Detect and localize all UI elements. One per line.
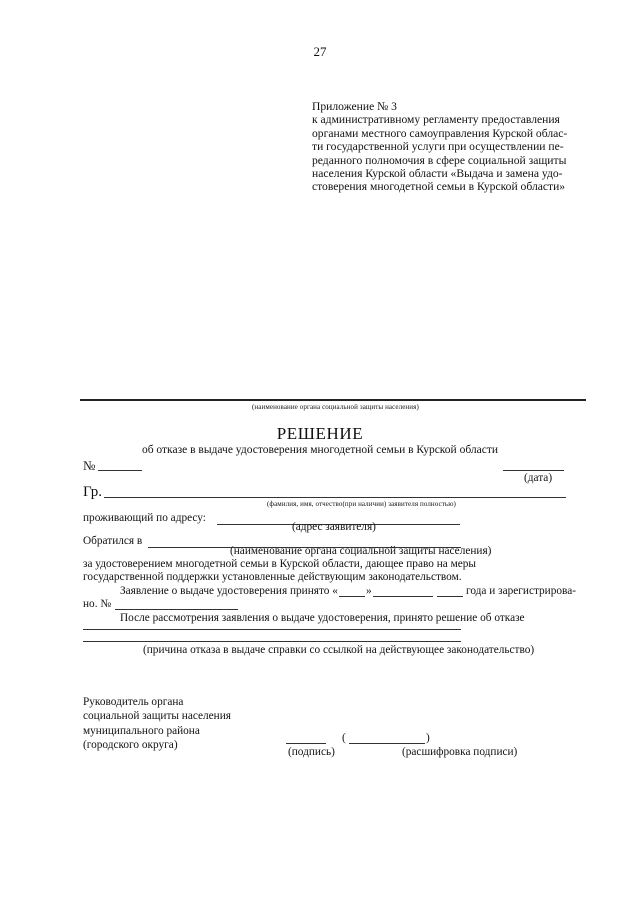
- number-label: №: [83, 458, 96, 473]
- registration-number-label: но. №: [83, 598, 112, 610]
- date-caption: (дата): [524, 472, 553, 484]
- application-text: года и зарегистрирова-: [466, 585, 576, 597]
- appendix-line: к административному регламенту предоставления: [312, 113, 560, 127]
- signatory-block: [83, 695, 231, 753]
- signatory-line: Руководитель органа: [83, 696, 184, 708]
- paragraph-line: государственной поддержки установленные действующим законодательством.: [83, 571, 462, 583]
- signature-caption: (подпись): [288, 746, 335, 758]
- application-text: Заявление о выдаче удостоверения принято «: [120, 585, 338, 597]
- paren-open: (: [342, 732, 346, 744]
- reason-line[interactable]: [83, 641, 461, 642]
- reason-line[interactable]: [83, 629, 461, 630]
- applied-label: Обратился в: [83, 535, 143, 547]
- organ-name-line: [80, 399, 586, 401]
- citizen-label: Гр.: [83, 484, 102, 500]
- appendix-line: Приложение № 3: [312, 100, 397, 113]
- signatory-line: муниципального района: [83, 724, 200, 737]
- signatory-line: (городского округа): [83, 739, 178, 752]
- application-text: »: [366, 585, 372, 597]
- decision-text: После рассмотрения заявления о выдаче удостоверения, принято решение об отказе: [120, 612, 525, 624]
- paren-close: ): [426, 732, 430, 744]
- date-field-line[interactable]: [503, 470, 564, 471]
- appendix-line: стоверения многодетной семьи в Курской области»: [312, 180, 566, 194]
- application-year-line[interactable]: [437, 596, 463, 597]
- decoding-caption: (расшифровка подписи): [402, 746, 518, 758]
- appendix-line: населения Курской области «Выдача и замена удо-: [312, 167, 563, 181]
- appendix-line: органами местного самоуправления Курской облас-: [312, 126, 568, 140]
- application-month-line[interactable]: [373, 596, 433, 597]
- number-field-line[interactable]: [98, 470, 142, 471]
- document-title: РЕШЕНИЕ: [276, 424, 364, 443]
- appendix-block: [312, 100, 602, 194]
- signatory-line: социальной защиты населения: [83, 710, 231, 723]
- citizen-name-caption: (фамилия, имя, отчество(при наличии) заявителя полностью): [267, 500, 456, 508]
- document-subtitle: об отказе в выдаче удостоверения многодетной семьи в Курской области: [141, 444, 499, 456]
- decoding-field-line[interactable]: [349, 743, 425, 744]
- signature-field-line[interactable]: [286, 743, 326, 744]
- appendix-line: ти государственной услуги при осуществлении пе-: [312, 140, 564, 154]
- application-day-line[interactable]: [339, 596, 365, 597]
- address-label: проживающий по адресу:: [83, 512, 206, 524]
- citizen-name-line[interactable]: [104, 497, 566, 498]
- appendix-line: реданного полномочия в сфере социальной защиты: [312, 153, 567, 167]
- applied-organ-caption: (наименование органа социальной защиты населения): [230, 545, 492, 557]
- paragraph-line: за удостоверением многодетной семьи в Курской области, дающее право на меры: [83, 558, 476, 570]
- address-caption: (адрес заявителя): [292, 521, 376, 533]
- reason-caption: (причина отказа в выдаче справки со ссылкой на действующее законодательство): [143, 644, 535, 656]
- page-number: 27: [313, 44, 327, 59]
- organ-name-caption: (наименование органа социальной защиты населения): [252, 403, 419, 411]
- registration-number-line[interactable]: [115, 609, 238, 610]
